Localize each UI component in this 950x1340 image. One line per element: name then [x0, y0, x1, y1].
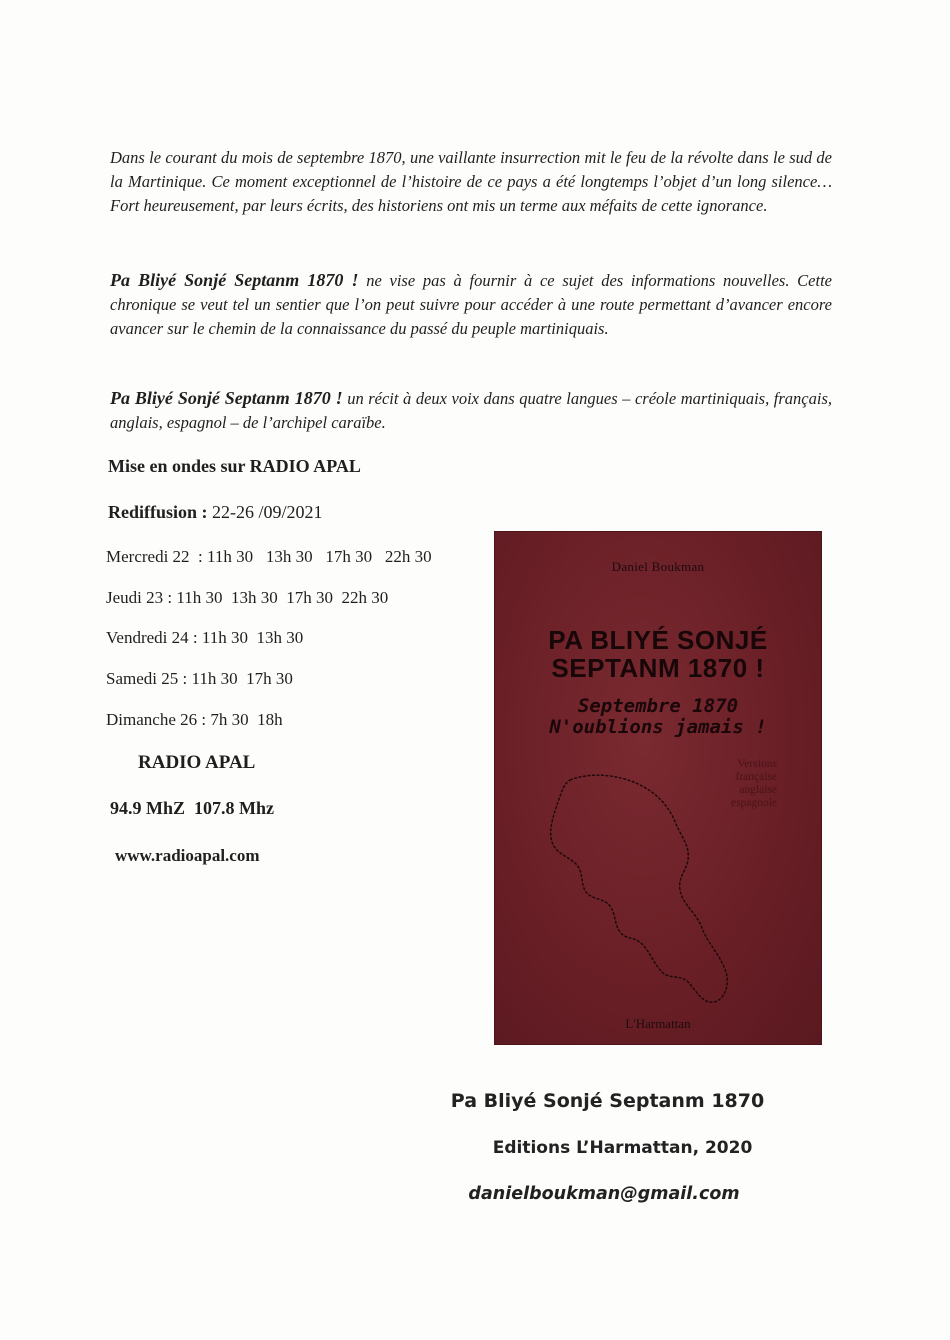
intro-paragraph-2 — [110, 268, 832, 341]
book-title-inline: Pa Bliyé Sonjé Septanm 1870 ! — [110, 270, 359, 290]
intro-paragraph-3 — [110, 386, 832, 435]
radio-website: www.radioapal.com — [115, 846, 260, 865]
cover-version-french: française — [735, 771, 777, 783]
schedule-wednesday: Mercredi 22 : 11h 30 13h 30 17h 30 22h 30 — [106, 547, 432, 566]
cover-subtitle — [495, 696, 821, 738]
schedule-saturday: Samedi 25 : 11h 30 17h 30 — [106, 669, 293, 688]
cover-subtitle-line-2: N'oublions jamais ! — [549, 716, 767, 738]
cover-subtitle-line-1: Septembre 1870 — [577, 695, 739, 717]
book-title: Pa Bliyé Sonjé Septanm 1870 — [450, 1090, 765, 1112]
cover-title — [495, 626, 821, 682]
cover-author: Daniel Boukman — [611, 559, 705, 574]
cover-publisher: L'Harmattan — [625, 1016, 691, 1031]
book-cover — [495, 532, 821, 1044]
radio-name: RADIO APAL — [138, 752, 256, 773]
intro-paragraph-3-text: un récit à deux voix dans quatre langues – créole martiniquais, français, anglais, espagnol – de l’archipel caraïbe. — [110, 389, 832, 432]
cover-version-label: Versions — [737, 758, 777, 770]
broadcast-heading: Mise en ondes sur RADIO APAL — [108, 456, 361, 476]
contact-email[interactable]: danielboukman@gmail.com — [468, 1184, 740, 1204]
intro-paragraph-1: Dans le courant du mois de septembre 1870, une vaillante insurrection mit le feu de la révolte dans le sud de la Martinique. Ce moment exceptionnel de l’histoire de ce pays a été longtemps l’objet d’un long silence… Fort heureusement, par leurs écrits, des historiens ont mis un terme aux méfaits de cette ignorance. — [110, 148, 832, 215]
book-edition: Editions L’Harmattan, 2020 — [492, 1138, 753, 1158]
rediffusion-dates: 22-26 /09/2021 — [212, 502, 323, 522]
schedule-thursday: Jeudi 23 : 11h 30 13h 30 17h 30 22h 30 — [106, 588, 389, 607]
cover-version-english: anglaise — [739, 784, 777, 796]
rediffusion-label: Rediffusion : — [108, 502, 213, 522]
schedule-friday: Vendredi 24 : 11h 30 13h 30 — [106, 628, 304, 647]
cover-title-line-2: SEPTANM 1870 ! — [551, 653, 765, 683]
cover-version-spanish: espagnole — [731, 797, 777, 809]
schedule-sunday: Dimanche 26 : 7h 30 18h — [106, 710, 283, 729]
radio-frequencies: 94.9 MhZ 107.8 Mhz — [110, 798, 274, 818]
rediffusion-line — [108, 502, 323, 523]
book-title-inline: Pa Bliyé Sonjé Septanm 1870 ! — [110, 388, 343, 408]
intro-paragraph-2-text: ne vise pas à fournir à ce sujet des informations nouvelles. Cette chronique se veut tel un sentier que l’on peut suivre pour accéder à une route permettant d’avancer encore avancer sur le chemin de la connaissance du passé du peuple martiniquais. — [110, 271, 832, 338]
cover-title-line-1: PA BLIYÉ SONJÉ — [548, 625, 768, 655]
cover-versions — [657, 758, 777, 810]
